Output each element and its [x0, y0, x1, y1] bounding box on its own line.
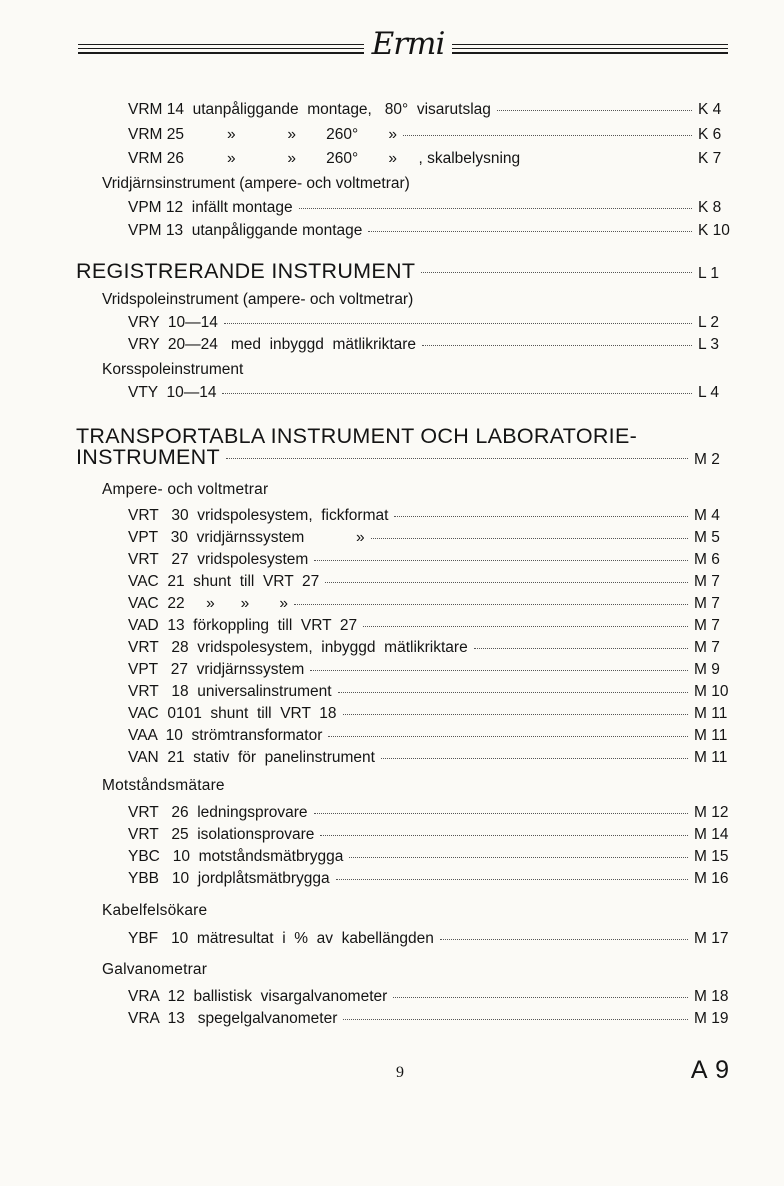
leader-dots — [338, 691, 688, 693]
entry-text: VRT 18 universalinstrument — [128, 683, 332, 700]
entry-page: M 11 — [694, 727, 728, 744]
index-entry — [128, 870, 728, 888]
entry-page: K 6 — [698, 126, 722, 143]
leader-dots — [440, 938, 688, 940]
leader-dots — [325, 581, 688, 583]
leader-dots — [320, 834, 688, 836]
entry-page: M 15 — [694, 848, 729, 865]
entry-page: M 6 — [694, 551, 720, 568]
index-entry — [128, 101, 728, 119]
leader-dots — [343, 1018, 688, 1020]
index-entry — [128, 222, 728, 240]
index-entry — [128, 384, 728, 402]
index-entry — [128, 595, 728, 613]
index-entry — [128, 551, 728, 569]
subheading: Ampere- och voltmetrar — [102, 481, 269, 498]
leader-dots — [474, 647, 688, 649]
entry-page: K 8 — [698, 199, 722, 216]
entry-text: VRM 14 utanpåliggande montage, 80° visarutslag — [128, 101, 491, 118]
index-entry — [128, 573, 728, 591]
index-entry — [128, 199, 728, 217]
page-header — [78, 22, 728, 72]
leader-dots — [368, 230, 692, 232]
entry-page: M 10 — [694, 683, 729, 700]
leader-dots — [497, 109, 692, 111]
entry-page: M 7 — [694, 639, 720, 656]
entry-text: VPT 30 vridjärnssystem » — [128, 529, 365, 546]
subheading: Vridspoleinstrument (ampere- och voltmetrar) — [102, 291, 414, 308]
entry-text: VAC 21 shunt till VRT 27 — [128, 573, 320, 590]
entry-page: M 19 — [694, 1010, 729, 1027]
entry-page: M 12 — [694, 804, 729, 821]
entry-text: VRA 13 spegelgalvanometer — [128, 1010, 338, 1027]
index-entry — [128, 126, 728, 144]
entry-text: VAN 21 stativ för panelinstrument — [128, 749, 375, 766]
entry-page: M 11 — [694, 749, 728, 766]
subheading: Korsspoleinstrument — [102, 361, 244, 378]
entry-page: M 9 — [694, 661, 720, 678]
entry-page: K 10 — [698, 222, 730, 239]
section-heading-registrerande — [76, 259, 728, 286]
index-entry — [128, 639, 728, 657]
index-entry — [128, 749, 728, 767]
entry-page: M 5 — [694, 529, 720, 546]
entry-text: VRT 25 isolationsprovare — [128, 826, 315, 843]
entry-page: K 4 — [698, 101, 722, 118]
section-heading-transportabla-line2 — [76, 445, 728, 472]
leader-dots — [371, 537, 688, 539]
section-page: M 2 — [694, 451, 720, 468]
leader-dots — [403, 134, 692, 136]
entry-text: VRT 28 vridspolesystem, inbyggd mätlikriktare — [128, 639, 468, 656]
entry-text: VAD 13 förkoppling till VRT 27 — [128, 617, 358, 634]
index-entry — [128, 529, 728, 547]
entry-page: M 7 — [694, 595, 720, 612]
entry-page: M 7 — [694, 617, 720, 634]
leader-dots — [381, 757, 688, 759]
entry-page: M 16 — [694, 870, 729, 887]
section-title: REGISTRERANDE INSTRUMENT — [76, 259, 416, 283]
header-rule-right — [452, 44, 728, 54]
leader-dots — [328, 735, 688, 737]
entry-page: M 4 — [694, 507, 720, 524]
section-title: INSTRUMENT — [76, 445, 220, 469]
page-number: 9 — [396, 1064, 404, 1081]
entry-text: VRY 10—14 — [128, 314, 218, 331]
subheading: Galvanometrar — [102, 961, 208, 978]
ermi-logo: Ermi — [371, 26, 445, 62]
index-entry — [128, 507, 728, 525]
index-entry — [128, 930, 728, 948]
leader-dots — [422, 344, 692, 346]
entry-text: VRA 12 ballistisk visargalvanometer — [128, 988, 388, 1005]
entry-page: M 14 — [694, 826, 729, 843]
index-entry — [128, 804, 728, 822]
leader-dots — [294, 603, 688, 605]
index-entry — [128, 336, 728, 354]
entry-text: VRM 26 » » 260° » , skalbelysning — [128, 150, 521, 167]
index-entry — [128, 988, 728, 1006]
leader-dots — [349, 856, 688, 858]
entry-text: VPM 12 infällt montage — [128, 199, 293, 216]
index-entry — [128, 848, 728, 866]
entry-text: VRM 25 » » 260° » — [128, 126, 397, 143]
entry-page: M 11 — [694, 705, 728, 722]
leader-dots — [343, 713, 688, 715]
entry-text: VRT 30 vridspolesystem, fickformat — [128, 507, 389, 524]
entry-page: M 18 — [694, 988, 729, 1005]
entry-text: VTY 10—14 — [128, 384, 217, 401]
leader-dots — [336, 878, 688, 880]
leader-dots — [314, 559, 688, 561]
index-entry — [128, 617, 728, 635]
entry-text: YBC 10 motståndsmätbrygga — [128, 848, 344, 865]
entry-text: YBB 10 jordplåtsmätbrygga — [128, 870, 330, 887]
index-entry — [128, 727, 728, 745]
index-entry — [128, 661, 728, 679]
page-code: A 9 — [690, 1056, 730, 1084]
entry-page: L 2 — [698, 314, 719, 331]
entry-page: M 7 — [694, 573, 720, 590]
index-entry — [128, 150, 728, 168]
index-entry — [128, 826, 728, 844]
entry-text: VAC 22 » » » — [128, 595, 288, 612]
leader-dots — [224, 322, 692, 324]
subheading: Motståndsmätare — [102, 777, 225, 794]
index-entry — [128, 683, 728, 701]
entry-text: VRT 26 ledningsprovare — [128, 804, 308, 821]
entry-text: VAA 10 strömtransformator — [128, 727, 323, 744]
entry-page: M 17 — [694, 930, 729, 947]
entry-text: YBF 10 mätresultat i % av kabellängden — [128, 930, 434, 947]
leader-dots — [394, 515, 688, 517]
header-rule-left — [78, 44, 364, 54]
section-heading-transportabla: TRANSPORTABLA INSTRUMENT OCH LABORATORIE- — [76, 424, 638, 448]
entry-page: L 4 — [698, 384, 719, 401]
leader-dots — [314, 812, 688, 814]
section-page: L 1 — [698, 265, 719, 282]
index-entry — [128, 1010, 728, 1028]
leader-dots — [310, 669, 688, 671]
leader-dots — [222, 392, 692, 394]
index-entry — [128, 314, 728, 332]
leader-dots — [393, 996, 688, 998]
subheading: Vridjärnsinstrument (ampere- och voltmetrar) — [102, 175, 410, 192]
subheading: Kabelfelsökare — [102, 902, 208, 919]
entry-text: VRY 20—24 med inbyggd mätlikriktare — [128, 336, 417, 353]
entry-page: K 7 — [698, 150, 722, 167]
entry-text: VAC 0101 shunt till VRT 18 — [128, 705, 337, 722]
entry-text: VPT 27 vridjärnssystem — [128, 661, 305, 678]
leader-dots — [421, 271, 692, 273]
leader-dots — [363, 625, 688, 627]
entry-text: VPM 13 utanpåliggande montage — [128, 222, 363, 239]
entry-page: L 3 — [698, 336, 719, 353]
index-entry — [128, 705, 728, 723]
entry-text: VRT 27 vridspolesystem — [128, 551, 309, 568]
leader-dots — [299, 207, 692, 209]
leader-dots — [226, 457, 688, 459]
